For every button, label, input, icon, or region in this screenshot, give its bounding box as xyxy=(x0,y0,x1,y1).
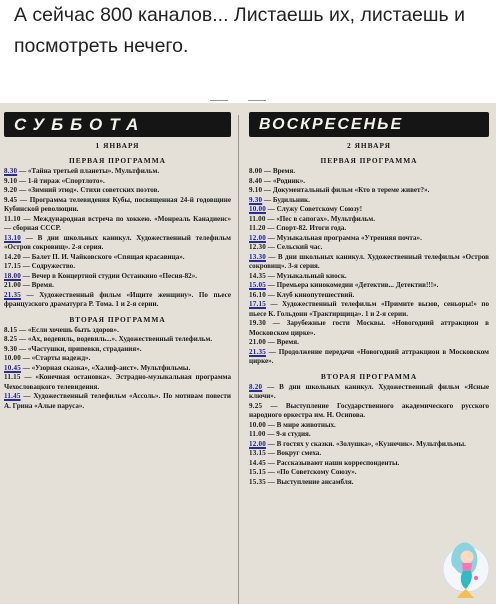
schedule-entry xyxy=(249,440,489,450)
sunday-date: 2 ЯНВАРЯ xyxy=(347,141,391,150)
schedule-entry xyxy=(4,364,231,374)
schedule-entry xyxy=(4,186,231,196)
entry-dash: — xyxy=(265,233,277,242)
entry-dash: — xyxy=(20,373,36,381)
program-listing xyxy=(249,383,489,488)
entry-title: Сельский час. xyxy=(276,243,323,251)
entry-title: Художественный телефильм «Ассоль». По мотивам повести А. Грина «Алые паруса». xyxy=(4,392,231,410)
entry-title: «Частушки, припевки, страдания». xyxy=(27,344,142,353)
entry-time: 11.45 xyxy=(4,392,21,400)
schedule-entry xyxy=(4,354,231,364)
entry-title: «Ах, водевиль, водевиль...». Художественный телефильм. xyxy=(27,335,213,343)
program-title: ВТОРАЯ ПРОГРАММА xyxy=(69,314,166,324)
entry-title: Время. xyxy=(31,281,54,289)
entry-time: 14.20 xyxy=(4,252,21,261)
schedule-entry xyxy=(4,215,231,234)
saturday-programs xyxy=(4,156,231,411)
entry-dash: — xyxy=(262,176,273,185)
program-listing xyxy=(249,167,489,367)
entry-time: 17.15 xyxy=(249,300,266,308)
entry-dash: — xyxy=(20,271,32,280)
schedule-entry xyxy=(249,281,489,291)
schedule-entry xyxy=(249,243,489,253)
entry-dash: — xyxy=(265,458,277,467)
schedule-entry xyxy=(4,373,231,392)
entry-time: 9.10 xyxy=(249,186,263,194)
entry-title: «По Советскому Союзу». xyxy=(276,468,357,476)
entry-title: Зарубежные гости Москвы. «Новогодний аттракцион в Московском цирке». xyxy=(249,319,489,337)
entry-title: 1-й тираж «Спортлото». xyxy=(27,176,105,185)
schedule-entry xyxy=(249,348,489,367)
schedule-entry xyxy=(249,224,489,234)
entry-dash: — xyxy=(265,243,277,251)
entry-dash: — xyxy=(20,354,32,362)
caption-divider-right xyxy=(248,100,266,101)
schedule-entry xyxy=(4,196,231,215)
entry-dash: — xyxy=(20,252,32,261)
entry-title: Балет П. И. Чайковского «Спящая красавица». xyxy=(31,252,185,261)
entry-time: 11.00 xyxy=(249,430,266,438)
sunday-banner: ВОСКРЕСЕНЬЕ xyxy=(249,112,489,137)
entry-dash: — xyxy=(265,252,278,261)
entry-time: 21.00 xyxy=(249,338,266,346)
entry-time: 9.45 xyxy=(4,195,18,204)
entry-time: 19.30 xyxy=(249,319,266,327)
entry-dash: — xyxy=(265,449,277,457)
schedule-entry xyxy=(249,196,489,206)
entry-dash: — xyxy=(262,167,273,175)
entry-dash: — xyxy=(20,214,34,223)
entry-time: 9.25 xyxy=(249,401,263,410)
entry-title: «Конечная остановка». Эстрадно-музыкальная программа Чехословацкого телевидения. xyxy=(4,373,231,391)
entry-dash: — xyxy=(265,420,277,429)
schedule-entry xyxy=(249,177,489,187)
entry-title: Выступление ансамбля. xyxy=(276,477,354,486)
entry-dash: — xyxy=(265,347,279,356)
entry-dash: — xyxy=(265,477,277,486)
entry-title: Документальный фильм «Кто в тереме живет?». xyxy=(272,186,430,194)
schedule-entry xyxy=(4,392,231,411)
entry-time: 11.10 xyxy=(4,214,21,223)
entry-title: Время. xyxy=(272,167,296,175)
entry-time: 9.30 xyxy=(4,344,18,353)
entry-time: 14.45 xyxy=(249,458,266,467)
entry-dash: — xyxy=(20,281,32,289)
schedule-entry xyxy=(4,345,231,355)
entry-dash: — xyxy=(262,195,273,204)
schedule-entry xyxy=(4,234,231,253)
schedule-entry xyxy=(4,281,231,291)
entry-title: «Пес в сапогах». Мультфильм. xyxy=(276,214,376,223)
entry-time: 15.15 xyxy=(249,468,266,476)
entry-title: «Старты надежд». xyxy=(31,354,91,362)
entry-time: 8.30 xyxy=(4,167,18,175)
program-title: ВТОРАЯ ПРОГРАММА xyxy=(320,371,418,381)
schedule-entry xyxy=(249,468,489,478)
entry-dash: — xyxy=(262,401,286,410)
entry-time: 18.00 xyxy=(4,271,21,280)
entry-dash: — xyxy=(265,439,277,448)
entry-dash: — xyxy=(262,382,280,391)
entry-title: «Если хочешь быть здоров». xyxy=(27,325,119,334)
schedule-entry xyxy=(4,335,231,345)
entry-title: В мире животных. xyxy=(276,420,336,429)
entry-title: В гостях у сказки. «Золушка», «Кузнечик». Мультфильмы. xyxy=(276,439,466,448)
entry-time: 12.00 xyxy=(249,439,266,448)
entry-title: Содружество. xyxy=(31,262,75,270)
program-listing xyxy=(4,167,231,310)
entry-time: 9.10 xyxy=(4,176,18,185)
entry-time: 8.00 xyxy=(249,167,263,175)
schedule-entry xyxy=(249,478,489,488)
caption-divider-left xyxy=(210,100,228,101)
schedule-entry xyxy=(249,291,489,301)
entry-time: 14.35 xyxy=(249,271,266,280)
sunday-column xyxy=(249,112,489,604)
schedule-entry xyxy=(249,253,489,272)
entry-time: 11.20 xyxy=(249,224,266,232)
entry-time: 10.45 xyxy=(4,363,21,372)
schedule-entry xyxy=(249,205,489,215)
schedule-entry xyxy=(249,272,489,282)
schedule-entry xyxy=(249,186,489,196)
mermaid-watermark-icon xyxy=(440,535,492,600)
entry-dash: — xyxy=(265,290,277,299)
entry-dash: — xyxy=(20,262,32,270)
entry-title: В дни школьных каникул. Художественный телефильм «Остров сокровищ». 2-я серия. xyxy=(4,233,231,251)
schedule-entry xyxy=(249,449,489,459)
schedule-entry xyxy=(249,300,489,319)
tv-schedule-clipping xyxy=(0,103,496,604)
entry-title: «Зимний этюд». Стихи советских поэтов. xyxy=(27,186,160,194)
entry-dash: — xyxy=(265,271,277,280)
entry-title: Музыкальный киоск. xyxy=(276,271,347,280)
entry-time: 9.30 xyxy=(249,195,263,204)
entry-time: 21.35 xyxy=(4,290,21,299)
entry-dash: — xyxy=(20,363,32,372)
entry-time: 13.10 xyxy=(4,233,21,242)
program-title: ПЕРВАЯ ПРОГРАММА xyxy=(68,156,167,165)
schedule-entry xyxy=(4,253,231,263)
entry-dash: — xyxy=(20,290,40,299)
schedule-entry xyxy=(249,319,489,338)
entry-time: 11.00 xyxy=(249,214,266,223)
sunday-programs xyxy=(249,156,489,487)
schedule-entry xyxy=(249,459,489,469)
entry-time: 8.40 xyxy=(249,176,263,185)
entry-dash: — xyxy=(17,335,28,343)
entry-dash: — xyxy=(20,233,38,242)
entry-title: Вечер в Концертной студии Останкино «Песня-82». xyxy=(31,271,198,280)
entry-time: 16.10 xyxy=(249,290,266,299)
entry-title: Выступление Государственного академического русского народного оркестра им. Н. Осипова. xyxy=(249,401,489,419)
entry-title: «Узорная сказка», «Халиф-аист». Мультфильмы. xyxy=(31,363,191,372)
entry-time: 8.20 xyxy=(249,382,263,391)
entry-title: Музыкальная программа «Утренняя почта». xyxy=(276,233,422,242)
schedule-entry xyxy=(4,177,231,187)
schedule-entry xyxy=(249,430,489,440)
schedule-entry xyxy=(4,326,231,336)
entry-dash: — xyxy=(265,214,277,223)
saturday-date: 1 ЯНВАРЯ xyxy=(95,141,140,150)
program-title: ПЕРВАЯ ПРОГРАММА xyxy=(320,156,418,165)
saturday-banner: СУББОТА xyxy=(4,112,231,137)
entry-dash: — xyxy=(262,186,273,194)
entry-time: 8.15 xyxy=(4,325,18,334)
schedule-entry xyxy=(249,421,489,431)
program-listing xyxy=(4,326,231,412)
entry-time: 11.15 xyxy=(4,373,21,381)
entry-time: 10.00 xyxy=(249,205,266,213)
entry-title: Рассказывают наши корреспонденты. xyxy=(276,458,400,467)
entry-time: 17.15 xyxy=(4,262,21,270)
entry-title: 9-я студия. xyxy=(276,430,311,438)
entry-title: Программа телевидения Кубы, посвященная 24-й годовщине Кубинской революции. xyxy=(4,195,231,213)
saturday-column xyxy=(4,112,231,604)
entry-dash: — xyxy=(265,468,277,476)
entry-dash: — xyxy=(265,300,283,308)
schedule-entry xyxy=(249,402,489,421)
entry-dash: — xyxy=(265,205,277,213)
entry-dash: — xyxy=(265,281,277,289)
entry-title: Художественный телефильм «Примите вызов, сеньоры!» по пьесе К. Гольдони «Трактирщица». 1 и 2-я серии. xyxy=(249,300,489,318)
schedule-entry xyxy=(4,167,231,177)
entry-dash: — xyxy=(265,224,277,232)
entry-time: 10.00 xyxy=(249,420,266,429)
entry-title: Международная встреча по хоккею. «Монреаль Канадиенс» — сборная СССР. xyxy=(4,214,231,232)
entry-dash: — xyxy=(17,344,28,353)
entry-dash: — xyxy=(17,176,28,185)
entry-dash: — xyxy=(17,167,28,175)
entry-title: Премьера кинокомедии «Детектив... Детектив!!!». xyxy=(276,281,439,289)
schedule-entry xyxy=(4,291,231,310)
entry-time: 10.00 xyxy=(4,354,21,362)
entry-time: 12.00 xyxy=(249,233,266,242)
schedule-entry xyxy=(249,338,489,348)
entry-time: 13.30 xyxy=(249,252,266,261)
entry-time: 15.35 xyxy=(249,477,266,486)
entry-title: Спорт-82. Итоги года. xyxy=(276,224,347,232)
entry-dash: — xyxy=(265,319,287,327)
entry-time: 12.30 xyxy=(249,243,266,251)
schedule-entry xyxy=(249,234,489,244)
schedule-entry xyxy=(249,167,489,177)
entry-time: 9.20 xyxy=(4,186,18,194)
entry-title: Художественный фильм «Ищите женщину». По пьесе французского драматурга Р. Тома. 1 и 2-я серии. xyxy=(4,290,231,308)
schedule-entry xyxy=(4,272,231,282)
entry-dash: — xyxy=(265,338,277,346)
entry-dash: — xyxy=(17,325,28,334)
entry-title: Клуб кинопутешествий. xyxy=(276,290,355,299)
schedule-entry xyxy=(249,215,489,225)
schedule-entry xyxy=(4,262,231,272)
entry-dash: — xyxy=(17,186,28,194)
entry-title: В дни школьных каникул. Художественный фильм «Ясные ключи». xyxy=(249,382,489,400)
entry-dash: — xyxy=(17,195,30,204)
entry-title: В дни школьных каникул. Художественный телефильм «Остров сокровищ». 3-я серия. xyxy=(249,252,489,270)
entry-title: «Родник». xyxy=(272,176,306,185)
entry-time: 21.00 xyxy=(4,281,21,289)
entry-time: 13.15 xyxy=(249,449,266,457)
entry-time: 8.25 xyxy=(4,335,18,343)
entry-dash: — xyxy=(20,392,34,400)
meme-caption: А сейчас 800 каналов... Листаешь их, листаешь и посмотреть нечего. xyxy=(14,4,466,57)
entry-title: Служу Советскому Союзу! xyxy=(276,205,363,213)
entry-title: Будильник. xyxy=(272,195,310,204)
entry-time: 21.35 xyxy=(249,347,266,356)
entry-title: «Тайна третьей планеты». Мультфильм. xyxy=(27,167,160,175)
entry-dash: — xyxy=(265,430,277,438)
column-divider xyxy=(238,115,239,604)
entry-title: Продолжение передачи «Новогодний аттракцион в Московском цирке». xyxy=(249,347,489,365)
schedule-entry xyxy=(249,383,489,402)
entry-title: Вокруг смеха. xyxy=(276,449,322,457)
entry-title: Время. xyxy=(276,338,299,346)
entry-time: 15.05 xyxy=(249,281,266,289)
